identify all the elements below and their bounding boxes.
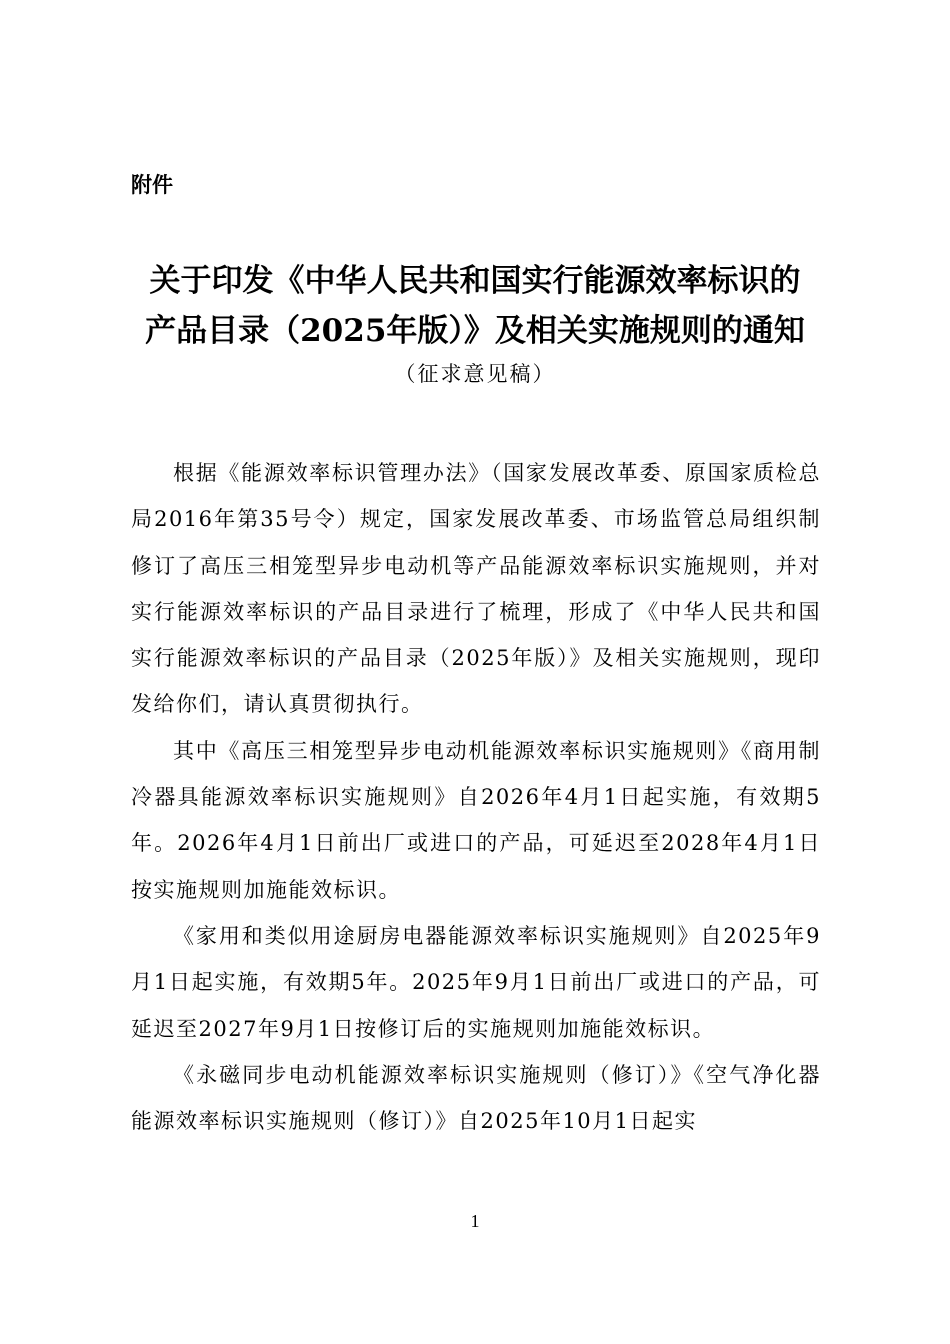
body-paragraph-2: 其中《高压三相笼型异步电动机能源效率标识实施规则》《商用制冷器具能源效率标识实施规则》自2026年4月1日起实施，有效期5年。2026年4月1日前出厂或进口的产品，可延迟至2028年4月1日按实施规则加施能效标识。 xyxy=(131,738,821,902)
document-title xyxy=(100,256,850,356)
document-body xyxy=(131,450,821,1144)
attachment-label: 附件 xyxy=(131,173,173,197)
document-title-line-1: 关于印发《中华人民共和国实行能源效率标识的 xyxy=(149,263,801,299)
body-paragraph-4: 《永磁同步电动机能源效率标识实施规则（修订）》《空气净化器能源效率标识实施规则（修订）》自2025年10月1日起实 xyxy=(131,1062,821,1134)
page-number: 1 xyxy=(470,1211,480,1231)
body-paragraph-3: 《家用和类似用途厨房电器能源效率标识实施规则》自2025年9月1日起实施，有效期5年。2025年9月1日前出厂或进口的产品，可延迟至2027年9月1日按修订后的实施规则加施能效标识。 xyxy=(131,923,821,1041)
body-paragraph-1: 根据《能源效率标识管理办法》（国家发展改革委、原国家质检总局2016年第35号令）规定，国家发展改革委、市场监管总局组织制修订了高压三相笼型异步电动机等产品能源效率标识实施规则，并对实行能源效率标识的产品目录进行了梳理，形成了《中华人民共和国实行能源效率标识的产品目录（2025年版）》及相关实施规则，现印发给你们，请认真贯彻执行。 xyxy=(131,461,821,717)
document-title-line-2: 产品目录（2025年版）》及相关实施规则的通知 xyxy=(145,313,805,349)
document-subtitle: （征求意见稿） xyxy=(394,362,556,386)
